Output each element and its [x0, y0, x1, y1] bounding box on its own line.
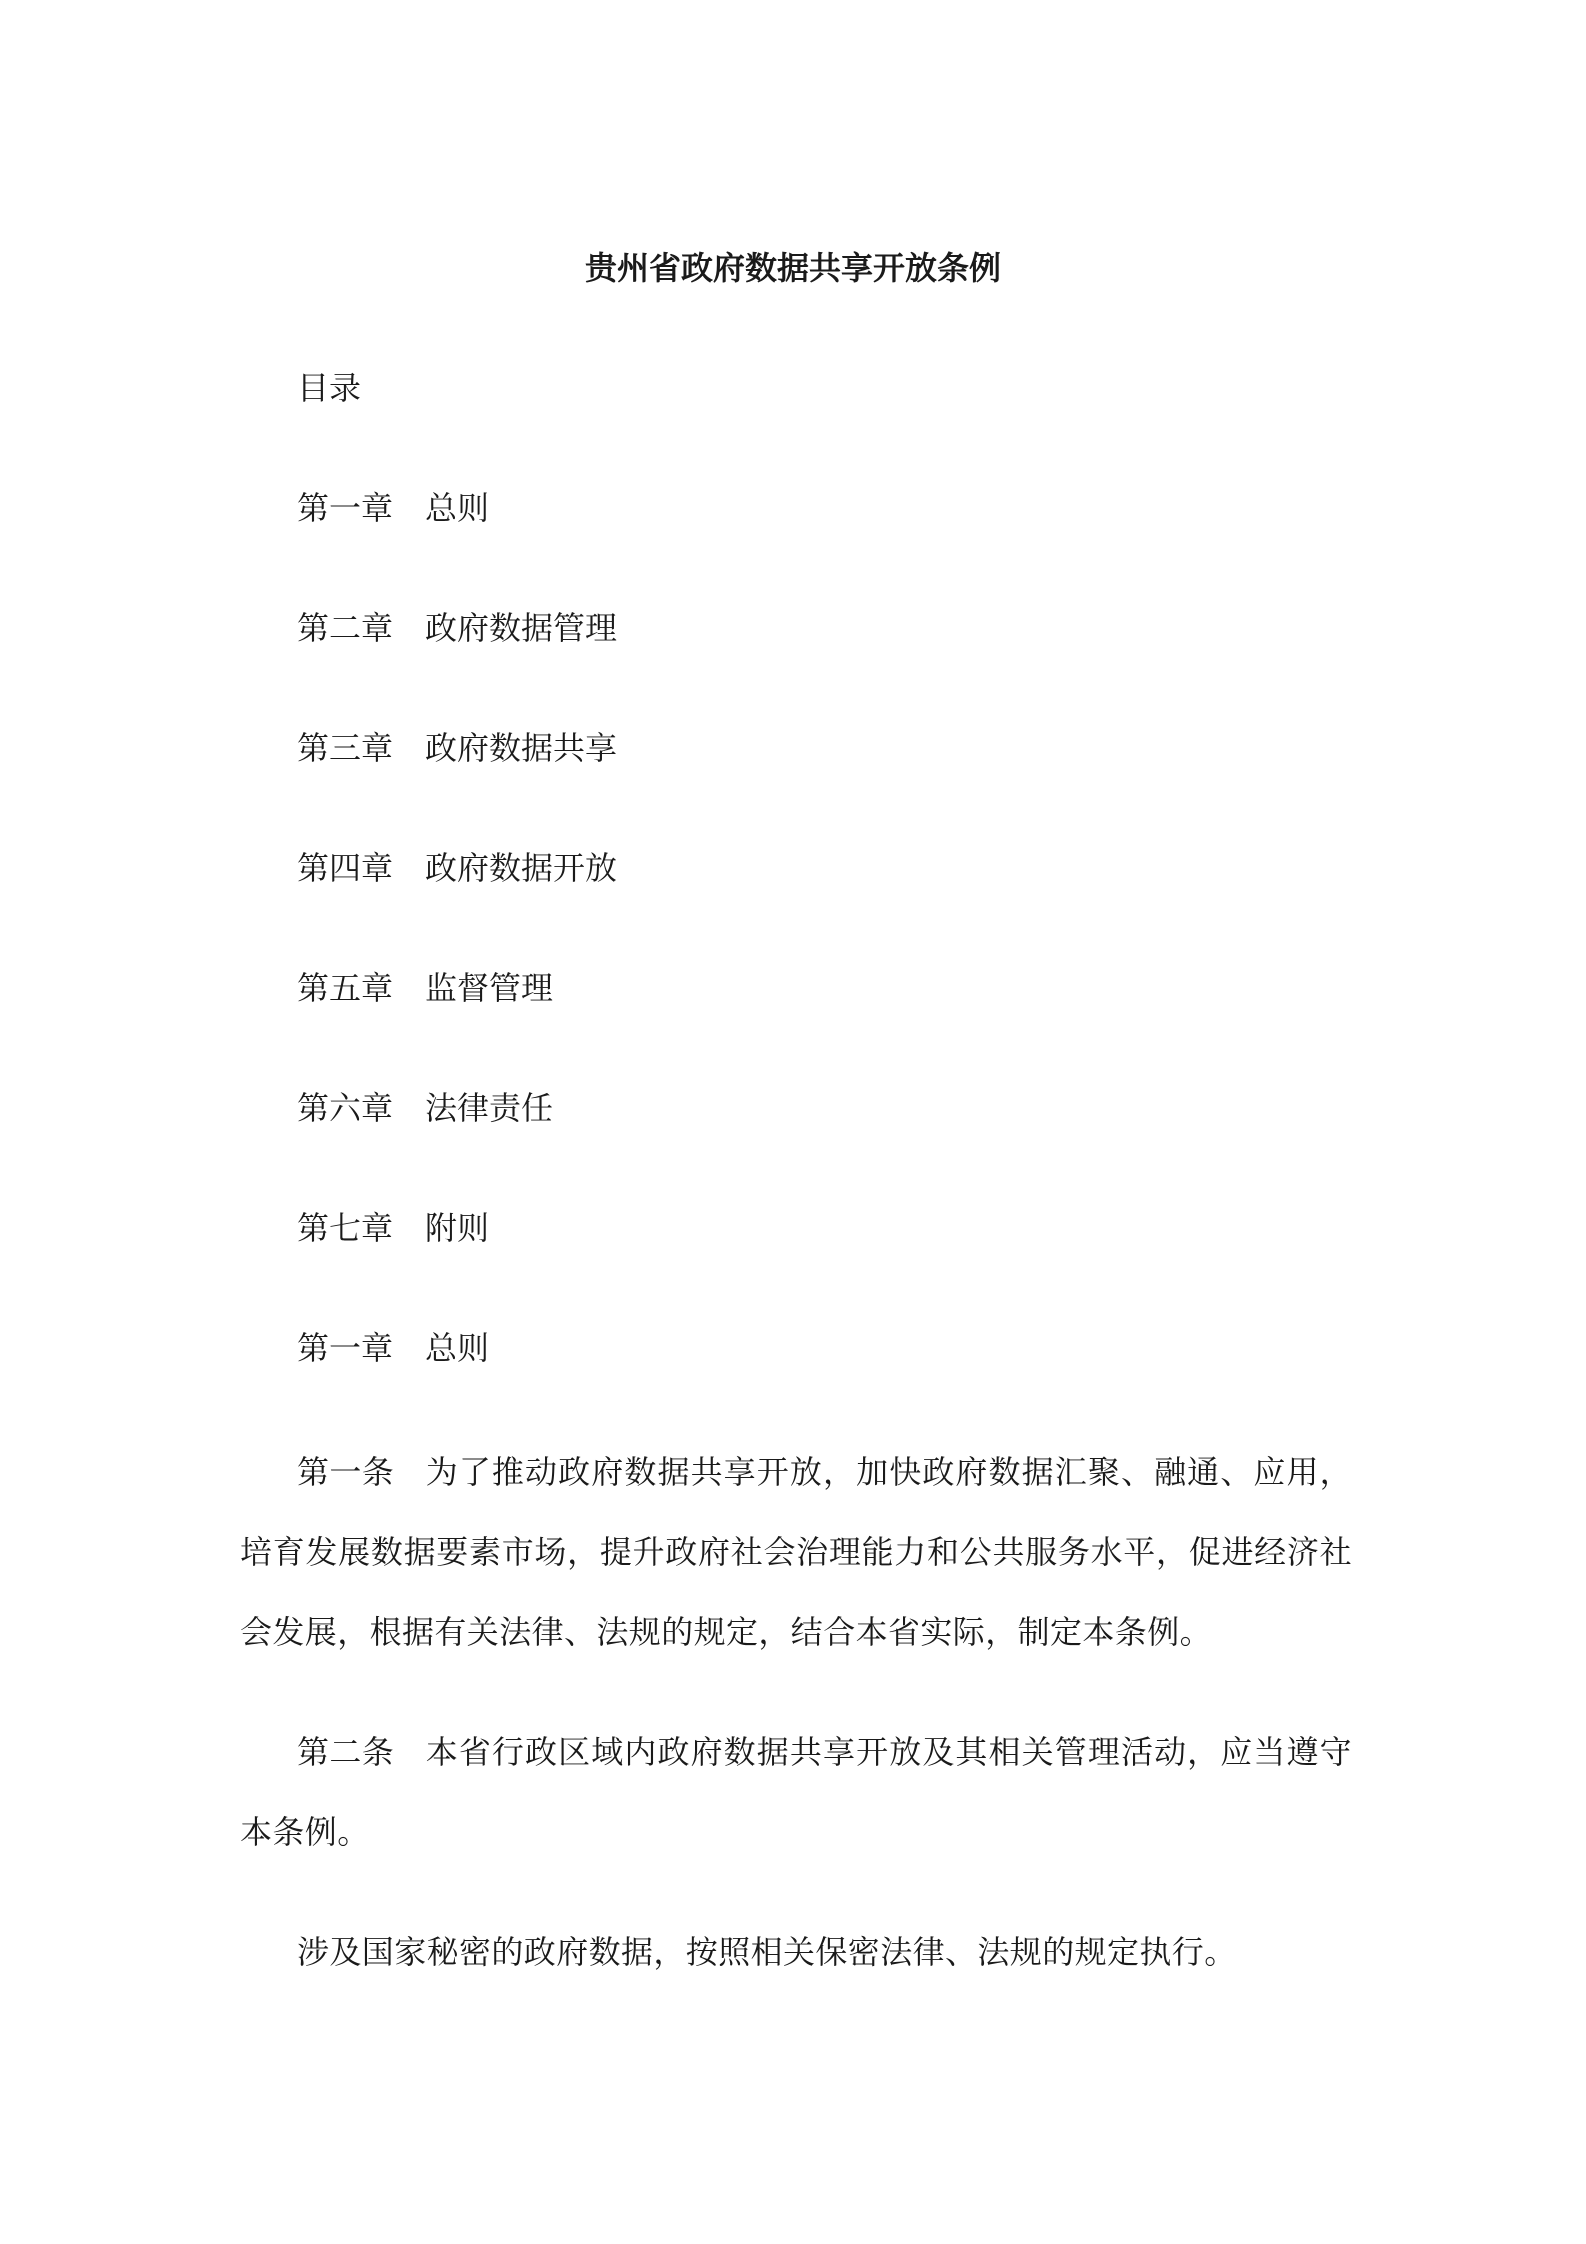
article-number: 第一条	[297, 1453, 395, 1491]
article-text: 为了推动政府数据共享开放，加快政府数据汇聚、融通、应用，培育发展数据要素市场，提升政府社会治理能力和公共服务水平，促进经济社会发展，根据有关法律、法规的规定，结合本省实际，制定本条例。	[240, 1453, 1352, 1651]
chapter-heading	[297, 1326, 489, 1370]
toc-item	[297, 486, 489, 530]
article-paragraph	[240, 1712, 1352, 1872]
chapter-name: 总则	[425, 1329, 490, 1367]
toc-item-name: 附则	[425, 1209, 490, 1247]
toc-item-number: 第七章	[297, 1209, 394, 1247]
toc-item-number: 第三章	[297, 729, 394, 767]
toc-item	[297, 606, 617, 650]
toc-item-name: 法律责任	[425, 1089, 554, 1127]
toc-item-number: 第四章	[297, 849, 394, 887]
toc-item-number: 第一章	[297, 489, 394, 527]
toc-item	[297, 846, 617, 890]
article-paragraph	[240, 1432, 1352, 1672]
toc-item-name: 政府数据开放	[425, 849, 618, 887]
article-text: 本省行政区域内政府数据共享开放及其相关管理活动，应当遵守本条例。	[240, 1733, 1352, 1851]
article-number: 第二条	[297, 1733, 395, 1771]
toc-item-name: 政府数据管理	[425, 609, 618, 647]
paragraph-text: 涉及国家秘密的政府数据，按照相关保密法律、法规的规定执行。	[297, 1933, 1237, 1971]
toc-item-name: 监督管理	[425, 969, 554, 1007]
toc-item	[297, 966, 553, 1010]
toc-item	[297, 1206, 489, 1250]
toc-item	[297, 1086, 553, 1130]
toc-item	[297, 726, 617, 770]
chapter-number: 第一章	[297, 1329, 394, 1367]
toc-item-number: 第五章	[297, 969, 394, 1007]
toc-heading: 目录	[297, 369, 362, 407]
toc-item-name: 政府数据共享	[425, 729, 618, 767]
toc-item-name: 总则	[425, 489, 490, 527]
toc-item-number: 第二章	[297, 609, 394, 647]
toc-item-number: 第六章	[297, 1089, 394, 1127]
document-title: 贵州省政府数据共享开放条例	[584, 249, 1001, 287]
body-paragraph	[240, 1912, 1352, 1992]
